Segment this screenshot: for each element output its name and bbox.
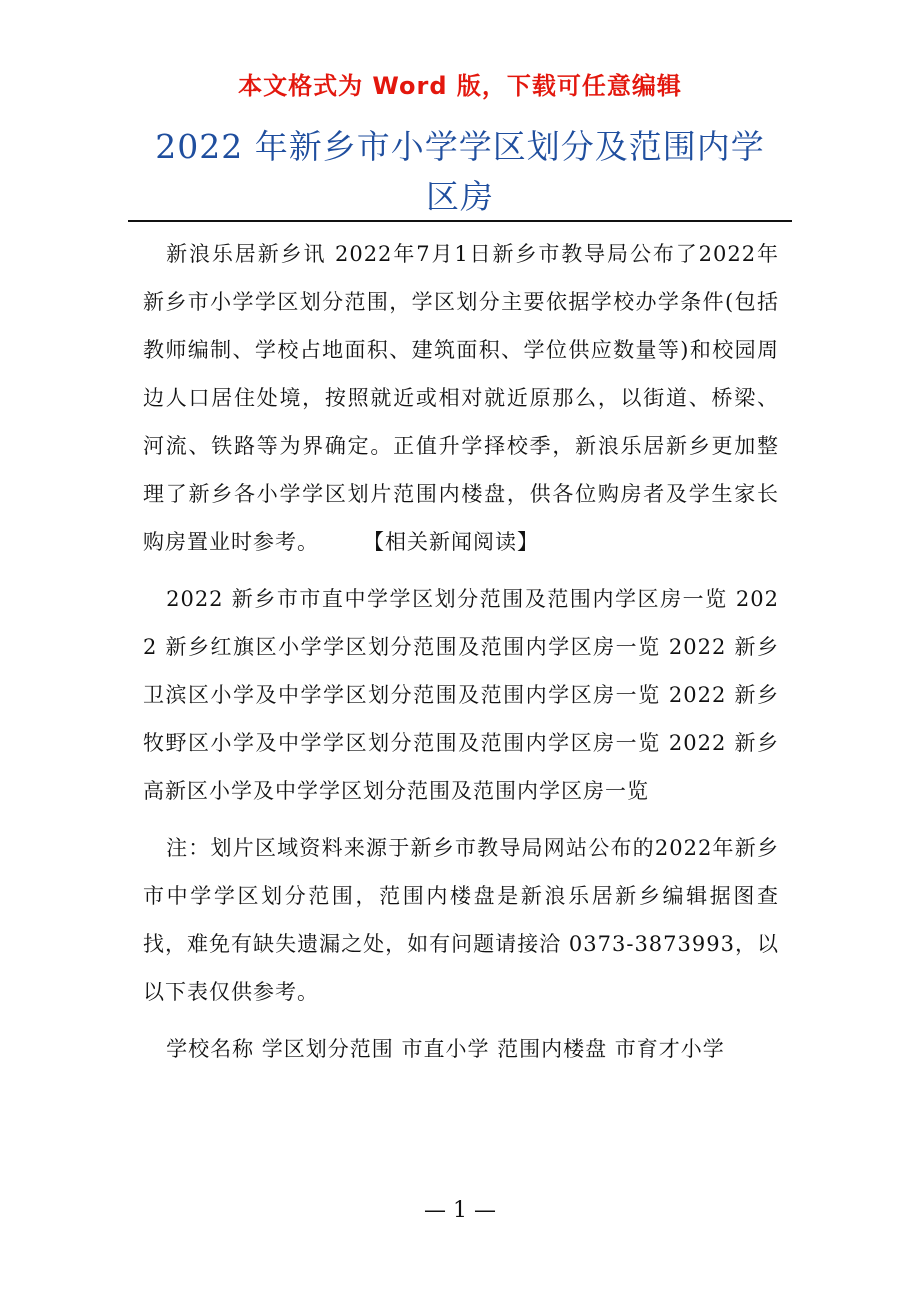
intro-text: 新浪乐居新乡讯 2022年7月1日新乡市教导局公布了2022年新乡市小学学区划分范围，学区划分主要依据学校办学条件(包括教师编制、学校占地面积、建筑面积、学位供应数量等)和校园周边人口居住处境，按照就近或相对就近原那么，以街道、桥梁、河流、铁路等为界确定。正值升学择校季，新浪乐居新乡更加整理了新乡各小学学区划片范围内楼盘，供各位购房者及学生家长购房置业时参考。 [143, 242, 779, 554]
table-header-paragraph: 学校名称 学区划分范围 市直小学 范围内楼盘 市育才小学 [166, 1037, 725, 1061]
format-notice-banner: 本文格式为 Word 版，下载可任意编辑 [238, 72, 682, 100]
title-divider [128, 220, 792, 222]
intro-paragraph [143, 230, 779, 566]
note-paragraph: 注：划片区域资料来源于新乡市教导局网站公布的2022年新乡市中学学区划分范围，范围内楼盘是新浪乐居新乡编辑据图查找，难免有缺失遗漏之处，如有问题请接洽 0373-3873993，以以下表仅供参考。 [143, 836, 779, 1004]
document-title: 2022 年新乡市小学学区划分及范围内学区房 [155, 127, 765, 216]
page-number: — 1 — [424, 1198, 496, 1223]
related-links-paragraph: 2022 新乡市市直中学学区划分范围及范围内学区房一览 2022 新乡红旗区小学学区划分范围及范围内学区房一览 2022 新乡卫滨区小学及中学学区划分范围及范围内学区房一览 2022 新乡牧野区小学及中学学区划分范围及范围内学区房一览 2022 新乡高新区小学及中学学区划分范围及范围内学区房一览 [143, 587, 779, 803]
document-body [143, 230, 779, 1082]
related-news-label: 【相关新闻阅读】 [363, 530, 539, 554]
